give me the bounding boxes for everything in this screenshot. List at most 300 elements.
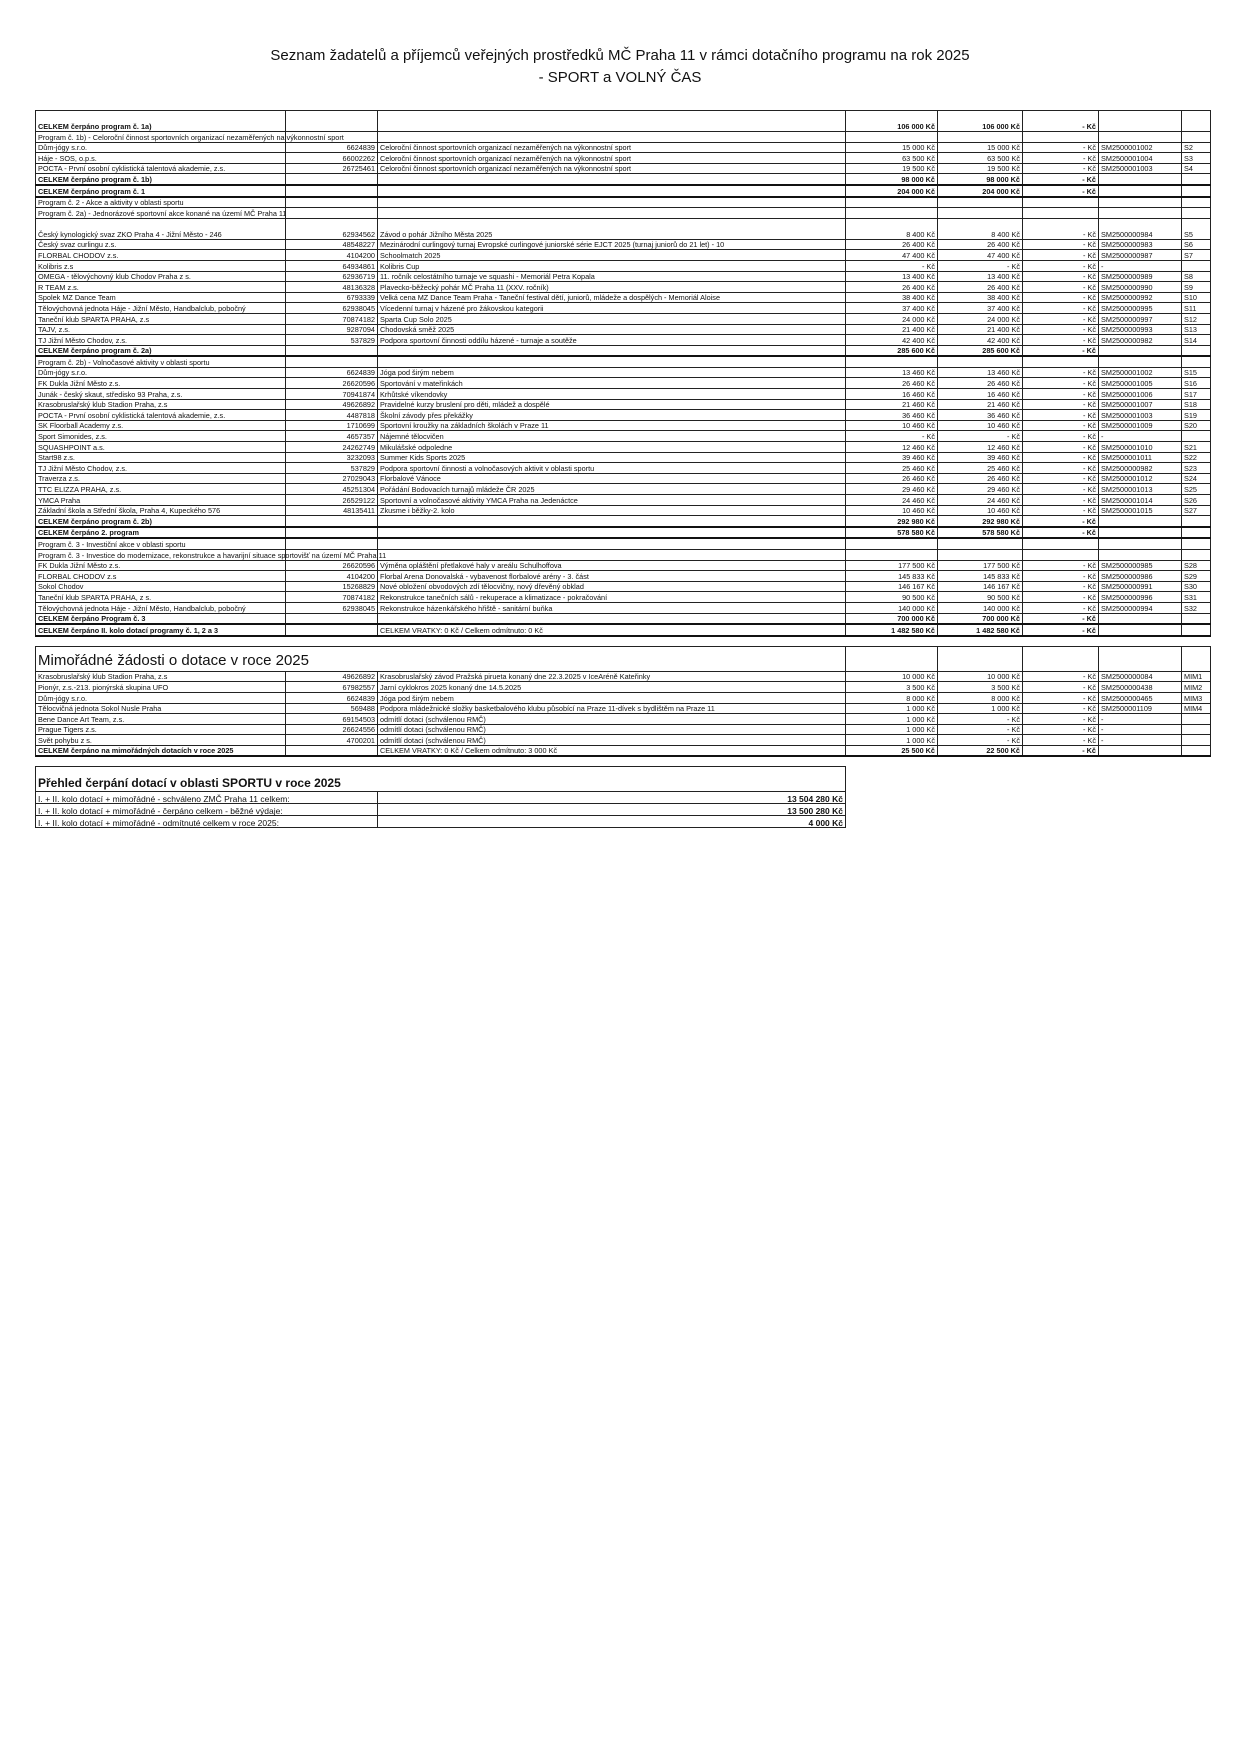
contract-cell: SM2500001014 <box>1099 495 1182 506</box>
summary-label: I. + II. kolo dotací + mimořádné - schváleno ZMČ Praha 11 celkem: <box>36 792 378 804</box>
ico-cell <box>286 527 378 539</box>
approved-cell: 285 600 Kč <box>846 345 938 356</box>
table-row <box>36 324 1211 335</box>
ico-cell: 6624839 <box>286 142 378 153</box>
returned-cell: - Kč <box>1023 292 1099 303</box>
table-row <box>36 682 1211 693</box>
total-row <box>36 527 1211 539</box>
ico-cell: 4104200 <box>286 250 378 261</box>
contract-cell: SM2500001009 <box>1099 420 1182 431</box>
returned-cell: - Kč <box>1023 692 1099 703</box>
spacer-row <box>36 756 1211 767</box>
ico-cell: 537829 <box>286 335 378 346</box>
code-cell: MIM1 <box>1182 671 1211 682</box>
returned-cell: - Kč <box>1023 495 1099 506</box>
code-cell: S30 <box>1182 581 1211 592</box>
purpose-cell: odmítlí dotaci (schválenou RMČ) <box>378 714 846 725</box>
returned-cell <box>1023 356 1099 367</box>
code-cell: S26 <box>1182 495 1211 506</box>
grants-table <box>35 110 1211 828</box>
approved-cell: 10 460 Kč <box>846 505 938 516</box>
spacer-cell <box>1023 636 1099 647</box>
purpose-cell <box>378 538 846 549</box>
empty-cell <box>1023 646 1099 671</box>
approved-cell: 47 400 Kč <box>846 250 938 261</box>
ico-cell: 26725461 <box>286 163 378 174</box>
contract-cell: SM2500001007 <box>1099 399 1182 410</box>
purpose-cell: Chodovská směž 2025 <box>378 324 846 335</box>
returned-cell: - Kč <box>1023 378 1099 389</box>
table-row <box>36 367 1211 378</box>
purpose-cell: Celoroční činnost sportovních organizací nezaměřených na výkonnostní sport <box>378 142 846 153</box>
code-cell: S7 <box>1182 250 1211 261</box>
purpose-cell <box>378 208 846 219</box>
ico-cell: 9287094 <box>286 324 378 335</box>
code-cell <box>1182 516 1211 527</box>
contract-cell: SM2500000996 <box>1099 592 1182 603</box>
spacer-cell <box>1023 756 1099 767</box>
code-cell: MIM2 <box>1182 682 1211 693</box>
drawn-cell: 22 500 Kč <box>938 745 1023 756</box>
code-cell <box>1182 538 1211 549</box>
approved-cell: 98 000 Kč <box>846 174 938 185</box>
applicant-cell: CELKEM čerpáno program č. 1b) <box>36 174 286 185</box>
purpose-cell: Jóga pod širým nebem <box>378 367 846 378</box>
returned-cell: - Kč <box>1023 367 1099 378</box>
contract-cell: SM2500001006 <box>1099 389 1182 400</box>
code-cell <box>1182 260 1211 271</box>
applicant-cell: Dům-jógy s.r.o. <box>36 692 286 703</box>
code-cell: S6 <box>1182 239 1211 250</box>
approved-cell: 90 500 Kč <box>846 592 938 603</box>
approved-cell: 140 000 Kč <box>846 602 938 613</box>
ico-cell: 569488 <box>286 703 378 714</box>
purpose-cell: Sportování v mateřinkách <box>378 378 846 389</box>
applicant-cell: CELKEM čerpáno 2. program <box>36 527 286 539</box>
contract-cell <box>1099 197 1182 208</box>
purpose-cell: Rekonstrukce tanečních sálů - rekuperace a klimatizace - pokračování <box>378 592 846 603</box>
drawn-cell: 26 460 Kč <box>938 473 1023 484</box>
table-row <box>36 724 1211 735</box>
ico-cell: 62936719 <box>286 271 378 282</box>
drawn-cell: 21 460 Kč <box>938 399 1023 410</box>
code-cell: S23 <box>1182 463 1211 474</box>
contract-cell: - <box>1099 724 1182 735</box>
table-row <box>36 442 1211 453</box>
table-row <box>36 111 1211 132</box>
drawn-cell: 700 000 Kč <box>938 613 1023 624</box>
applicant-cell: Dům-jógy s.r.o. <box>36 367 286 378</box>
returned-cell: - Kč <box>1023 463 1099 474</box>
ico-cell: 48135411 <box>286 505 378 516</box>
returned-cell: - Kč <box>1023 335 1099 346</box>
applicant-cell: SQUASHPOINT a.s. <box>36 442 286 453</box>
spacer-cell <box>1099 636 1182 647</box>
approved-cell: 177 500 Kč <box>846 560 938 571</box>
returned-cell: - Kč <box>1023 484 1099 495</box>
approved-cell: 10 000 Kč <box>846 671 938 682</box>
ico-cell: 6624839 <box>286 692 378 703</box>
applicant-cell: FLORBAL CHODOV z.s. <box>36 250 286 261</box>
table-row <box>36 378 1211 389</box>
code-cell: S9 <box>1182 282 1211 293</box>
drawn-cell: 19 500 Kč <box>938 163 1023 174</box>
drawn-cell: - Kč <box>938 260 1023 271</box>
contract-cell <box>1099 185 1182 197</box>
approved-cell: 3 500 Kč <box>846 682 938 693</box>
drawn-cell: 177 500 Kč <box>938 560 1023 571</box>
ico-cell <box>286 208 378 219</box>
summary-heading-row <box>36 767 1211 792</box>
applicant-cell: Taneční klub SPARTA PRAHA, z s. <box>36 592 286 603</box>
empty-cell <box>1099 646 1182 671</box>
drawn-cell: 90 500 Kč <box>938 592 1023 603</box>
purpose-cell: Závod o pohár Jižního Města 2025 <box>378 218 846 239</box>
applicant-cell: Program č. 2 - Akce a aktivity v oblasti sportu <box>36 197 286 208</box>
ico-cell: 24262749 <box>286 442 378 453</box>
ico-cell: 49626892 <box>286 671 378 682</box>
approved-cell <box>846 549 938 560</box>
returned-cell: - Kč <box>1023 592 1099 603</box>
contract-cell: SM2500000990 <box>1099 282 1182 293</box>
contract-cell <box>1099 174 1182 185</box>
drawn-cell <box>938 549 1023 560</box>
ico-cell: 6624839 <box>286 367 378 378</box>
drawn-cell: 63 500 Kč <box>938 153 1023 164</box>
drawn-cell: 140 000 Kč <box>938 602 1023 613</box>
approved-cell: 292 980 Kč <box>846 516 938 527</box>
contract-cell: SM2500001013 <box>1099 484 1182 495</box>
contract-cell <box>1099 613 1182 624</box>
drawn-cell: 25 460 Kč <box>938 463 1023 474</box>
code-cell: S3 <box>1182 153 1211 164</box>
contract-cell: SM2500000084 <box>1099 671 1182 682</box>
code-cell: S28 <box>1182 560 1211 571</box>
contract-cell <box>1099 111 1182 132</box>
approved-cell: 1 000 Kč <box>846 714 938 725</box>
empty-cell <box>1182 646 1211 671</box>
drawn-cell: 12 460 Kč <box>938 442 1023 453</box>
contract-cell: SM2500000465 <box>1099 692 1182 703</box>
drawn-cell: 47 400 Kč <box>938 250 1023 261</box>
code-cell <box>1182 613 1211 624</box>
table-row <box>36 592 1211 603</box>
approved-cell: 36 460 Kč <box>846 410 938 421</box>
returned-cell: - Kč <box>1023 571 1099 582</box>
ico-cell: 64934861 <box>286 260 378 271</box>
code-cell: S31 <box>1182 592 1211 603</box>
code-cell: S4 <box>1182 163 1211 174</box>
table-row <box>36 271 1211 282</box>
returned-cell: - Kč <box>1023 560 1099 571</box>
drawn-cell: - Kč <box>938 735 1023 746</box>
returned-cell: - Kč <box>1023 282 1099 293</box>
approved-cell: 10 460 Kč <box>846 420 938 431</box>
code-cell <box>1182 111 1211 132</box>
section-row <box>36 132 1211 143</box>
applicant-cell: Program č. 3 - Investiční akce v oblasti sportu <box>36 538 286 549</box>
approved-cell <box>846 356 938 367</box>
code-cell <box>1182 132 1211 143</box>
spacer-cell <box>378 756 846 767</box>
purpose-cell: Mikulášské odpoledne <box>378 442 846 453</box>
code-cell: S16 <box>1182 378 1211 389</box>
approved-cell: 29 460 Kč <box>846 484 938 495</box>
applicant-cell: CELKEM čerpáno program č. 1 <box>36 185 286 197</box>
applicant-cell: Český kynologický svaz ZKO Praha 4 - Jižní Město - 246 <box>36 218 286 239</box>
total-row <box>36 174 1211 185</box>
applicant-cell: Program č. 1b) - Celoroční činnost sportovních organizací nezaměřených na výkonnostní sport <box>36 132 286 143</box>
approved-cell: 146 167 Kč <box>846 581 938 592</box>
drawn-cell: 106 000 Kč <box>938 111 1023 132</box>
code-cell <box>1182 745 1211 756</box>
code-cell: S12 <box>1182 313 1211 324</box>
approved-cell: 700 000 Kč <box>846 613 938 624</box>
returned-cell: - Kč <box>1023 431 1099 442</box>
purpose-cell: Jarní cyklokros 2025 konaný dne 14.5.2025 <box>378 682 846 693</box>
table-row <box>36 260 1211 271</box>
code-cell <box>1182 624 1211 636</box>
ico-cell: 49626892 <box>286 399 378 410</box>
applicant-cell: Tělovýchovná jednota Háje - Jižní Město, Handbalclub, pobočný <box>36 303 286 314</box>
code-cell: S29 <box>1182 571 1211 582</box>
purpose-cell: Zkusme i běžky-2. kolo <box>378 505 846 516</box>
drawn-cell: 38 400 Kč <box>938 292 1023 303</box>
spacer-cell <box>938 804 1023 816</box>
drawn-cell: - Kč <box>938 714 1023 725</box>
contract-cell: SM2500001005 <box>1099 378 1182 389</box>
drawn-cell <box>938 132 1023 143</box>
drawn-cell <box>938 197 1023 208</box>
approved-cell: 63 500 Kč <box>846 153 938 164</box>
returned-cell <box>1023 538 1099 549</box>
table-row <box>36 313 1211 324</box>
applicant-cell: Tělocvičná jednota Sokol Nusle Praha <box>36 703 286 714</box>
drawn-cell: 145 833 Kč <box>938 571 1023 582</box>
ico-cell: 62938045 <box>286 303 378 314</box>
purpose-cell <box>378 527 846 539</box>
spacer-cell <box>1182 816 1211 828</box>
approved-cell: 38 400 Kč <box>846 292 938 303</box>
ico-cell: 67982557 <box>286 682 378 693</box>
table-row <box>36 389 1211 400</box>
purpose-cell <box>378 549 846 560</box>
contract-cell: SM2500001003 <box>1099 410 1182 421</box>
applicant-cell: Traverza z.s. <box>36 473 286 484</box>
purpose-cell <box>378 516 846 527</box>
purpose-cell: CELKEM VRATKY: 0 Kč / Celkem odmítnuto: 0 Kč <box>378 624 846 636</box>
purpose-cell: Sportovní a volnočasové aktivity YMCA Praha na Jedenáctce <box>378 495 846 506</box>
contract-cell: SM2500000989 <box>1099 271 1182 282</box>
table-row <box>36 703 1211 714</box>
purpose-cell: Pravidelné kurzy bruslení pro děti, mládež a dospělé <box>378 399 846 410</box>
table-row <box>36 484 1211 495</box>
returned-cell <box>1023 208 1099 219</box>
purpose-cell: Pořádání Bodovacích turnajů mládeže ČR 2025 <box>378 484 846 495</box>
drawn-cell: 1 000 Kč <box>938 703 1023 714</box>
returned-cell: - Kč <box>1023 324 1099 335</box>
ico-cell: 62934562 <box>286 218 378 239</box>
applicant-cell: Základní škola a Střední škola, Praha 4, Kupeckého 576 <box>36 505 286 516</box>
spacer-cell <box>938 636 1023 647</box>
purpose-cell: Vícedenní turnaj v házené pro žákovskou kategorii <box>378 303 846 314</box>
purpose-cell: Nové obložení obvodových zdí tělocvičny, nový dřevěný obklad <box>378 581 846 592</box>
returned-cell: - Kč <box>1023 581 1099 592</box>
applicant-cell: FLORBAL CHODOV z.s <box>36 571 286 582</box>
code-cell <box>1182 724 1211 735</box>
table-row <box>36 505 1211 516</box>
spacer-cell <box>1099 792 1182 804</box>
applicant-cell: Krasobruslařský klub Stadion Praha, z.s <box>36 399 286 410</box>
returned-cell: - Kč <box>1023 745 1099 756</box>
ico-cell <box>286 745 378 756</box>
code-cell: MIM3 <box>1182 692 1211 703</box>
returned-cell: - Kč <box>1023 516 1099 527</box>
applicant-cell: Prague Tigers z.s. <box>36 724 286 735</box>
drawn-cell: 10 000 Kč <box>938 671 1023 682</box>
spacer-cell <box>1023 804 1099 816</box>
drawn-cell: 578 580 Kč <box>938 527 1023 539</box>
contract-cell: SM2500000983 <box>1099 239 1182 250</box>
code-cell: MIM4 <box>1182 703 1211 714</box>
returned-cell: - Kč <box>1023 260 1099 271</box>
contract-cell <box>1099 549 1182 560</box>
returned-cell <box>1023 132 1099 143</box>
applicant-cell: TAJV, z.s. <box>36 324 286 335</box>
approved-cell: 26 460 Kč <box>846 378 938 389</box>
approved-cell: - Kč <box>846 431 938 442</box>
returned-cell: - Kč <box>1023 142 1099 153</box>
returned-cell: - Kč <box>1023 389 1099 400</box>
returned-cell: - Kč <box>1023 111 1099 132</box>
approved-cell: 1 000 Kč <box>846 724 938 735</box>
contract-cell: SM2500000991 <box>1099 581 1182 592</box>
spacer-cell <box>1182 767 1211 792</box>
approved-cell: 8 000 Kč <box>846 692 938 703</box>
returned-cell: - Kč <box>1023 174 1099 185</box>
summary-label: I. + II. kolo dotací + mimořádné - čerpáno celkem - běžné výdaje: <box>36 804 378 816</box>
table-row <box>36 571 1211 582</box>
contract-cell: SM2500001109 <box>1099 703 1182 714</box>
table-row <box>36 581 1211 592</box>
applicant-cell: Program č. 2b) - Volnočasové aktivity v oblasti sportu <box>36 356 286 367</box>
approved-cell: 13 460 Kč <box>846 367 938 378</box>
contract-cell: SM2500000994 <box>1099 602 1182 613</box>
applicant-cell: Svět pohybu z s. <box>36 735 286 746</box>
table-row <box>36 410 1211 421</box>
drawn-cell: 13 460 Kč <box>938 367 1023 378</box>
applicant-cell: Program č. 2a) - Jednorázové sportovní akce konané na území MČ Praha 11 <box>36 208 286 219</box>
applicant-cell: Taneční klub SPARTA PRAHA, z.s <box>36 313 286 324</box>
purpose-cell <box>378 613 846 624</box>
code-cell: S18 <box>1182 399 1211 410</box>
approved-cell: 26 460 Kč <box>846 473 938 484</box>
applicant-cell: Spolek MZ Dance Team <box>36 292 286 303</box>
code-cell: S13 <box>1182 324 1211 335</box>
code-cell <box>1182 185 1211 197</box>
total-row <box>36 516 1211 527</box>
purpose-cell: Florbalové Vánoce <box>378 473 846 484</box>
contract-cell <box>1099 624 1182 636</box>
drawn-cell: 10 460 Kč <box>938 420 1023 431</box>
ico-cell: 66002262 <box>286 153 378 164</box>
contract-cell: SM2500000992 <box>1099 292 1182 303</box>
approved-cell: 1 000 Kč <box>846 735 938 746</box>
ico-cell: 62938045 <box>286 602 378 613</box>
code-cell <box>1182 174 1211 185</box>
contract-cell: - <box>1099 714 1182 725</box>
contract-cell: SM2500000986 <box>1099 571 1182 582</box>
table-row <box>36 142 1211 153</box>
approved-cell <box>846 197 938 208</box>
ico-cell <box>286 516 378 527</box>
drawn-cell: 3 500 Kč <box>938 682 1023 693</box>
code-cell <box>1182 431 1211 442</box>
ico-cell <box>286 356 378 367</box>
returned-cell: - Kč <box>1023 345 1099 356</box>
applicant-cell: Bene Dance Art Team, z.s. <box>36 714 286 725</box>
approved-cell: 204 000 Kč <box>846 185 938 197</box>
table-row <box>36 692 1211 703</box>
code-cell <box>1182 714 1211 725</box>
approved-cell <box>846 538 938 549</box>
contract-cell: SM2500000982 <box>1099 463 1182 474</box>
purpose-cell: Krhůtské víkendovky <box>378 389 846 400</box>
contract-cell: SM2500000997 <box>1099 313 1182 324</box>
applicant-cell: R TEAM z.s. <box>36 282 286 293</box>
table-row <box>36 250 1211 261</box>
contract-cell: SM2500000993 <box>1099 324 1182 335</box>
approved-cell: 26 400 Kč <box>846 239 938 250</box>
drawn-cell: 39 460 Kč <box>938 452 1023 463</box>
spacer-cell <box>1099 767 1182 792</box>
purpose-cell: Sportovní kroužky na základních školách v Praze 11 <box>378 420 846 431</box>
contract-cell: SM2500001015 <box>1099 505 1182 516</box>
ico-cell: 69154503 <box>286 714 378 725</box>
purpose-cell: 11. ročník celostátního turnaje ve squashi - Memoriál Petra Kopala <box>378 271 846 282</box>
purpose-cell: Kolibris Cup <box>378 260 846 271</box>
code-cell: S21 <box>1182 442 1211 453</box>
table-row <box>36 735 1211 746</box>
purpose-cell: Výměna opláštění přetlakové haly v areálu Schulhoffova <box>378 560 846 571</box>
total-row <box>36 185 1211 197</box>
spacer-cell <box>1023 816 1099 828</box>
returned-cell: - Kč <box>1023 613 1099 624</box>
returned-cell: - Kč <box>1023 473 1099 484</box>
contract-cell: SM2500001012 <box>1099 473 1182 484</box>
ico-cell <box>286 111 378 132</box>
drawn-cell: 37 400 Kč <box>938 303 1023 314</box>
drawn-cell: 146 167 Kč <box>938 581 1023 592</box>
drawn-cell <box>938 208 1023 219</box>
purpose-cell <box>378 111 846 132</box>
returned-cell: - Kč <box>1023 505 1099 516</box>
contract-cell: SM2500000438 <box>1099 682 1182 693</box>
purpose-cell <box>378 132 846 143</box>
drawn-cell: 13 400 Kč <box>938 271 1023 282</box>
returned-cell: - Kč <box>1023 682 1099 693</box>
contract-cell: - <box>1099 735 1182 746</box>
contract-cell: SM2500001002 <box>1099 142 1182 153</box>
purpose-cell: odmítlí dotaci (schválenou RMČ) <box>378 735 846 746</box>
table-row <box>36 452 1211 463</box>
ico-cell: 3232093 <box>286 452 378 463</box>
ico-cell: 4487818 <box>286 410 378 421</box>
summary-heading: Přehled čerpání dotací v oblasti SPORTU v roce 2025 <box>36 767 846 792</box>
ico-cell <box>286 174 378 185</box>
applicant-cell: Krasobruslařský klub Stadion Praha, z.s <box>36 671 286 682</box>
contract-cell <box>1099 745 1182 756</box>
